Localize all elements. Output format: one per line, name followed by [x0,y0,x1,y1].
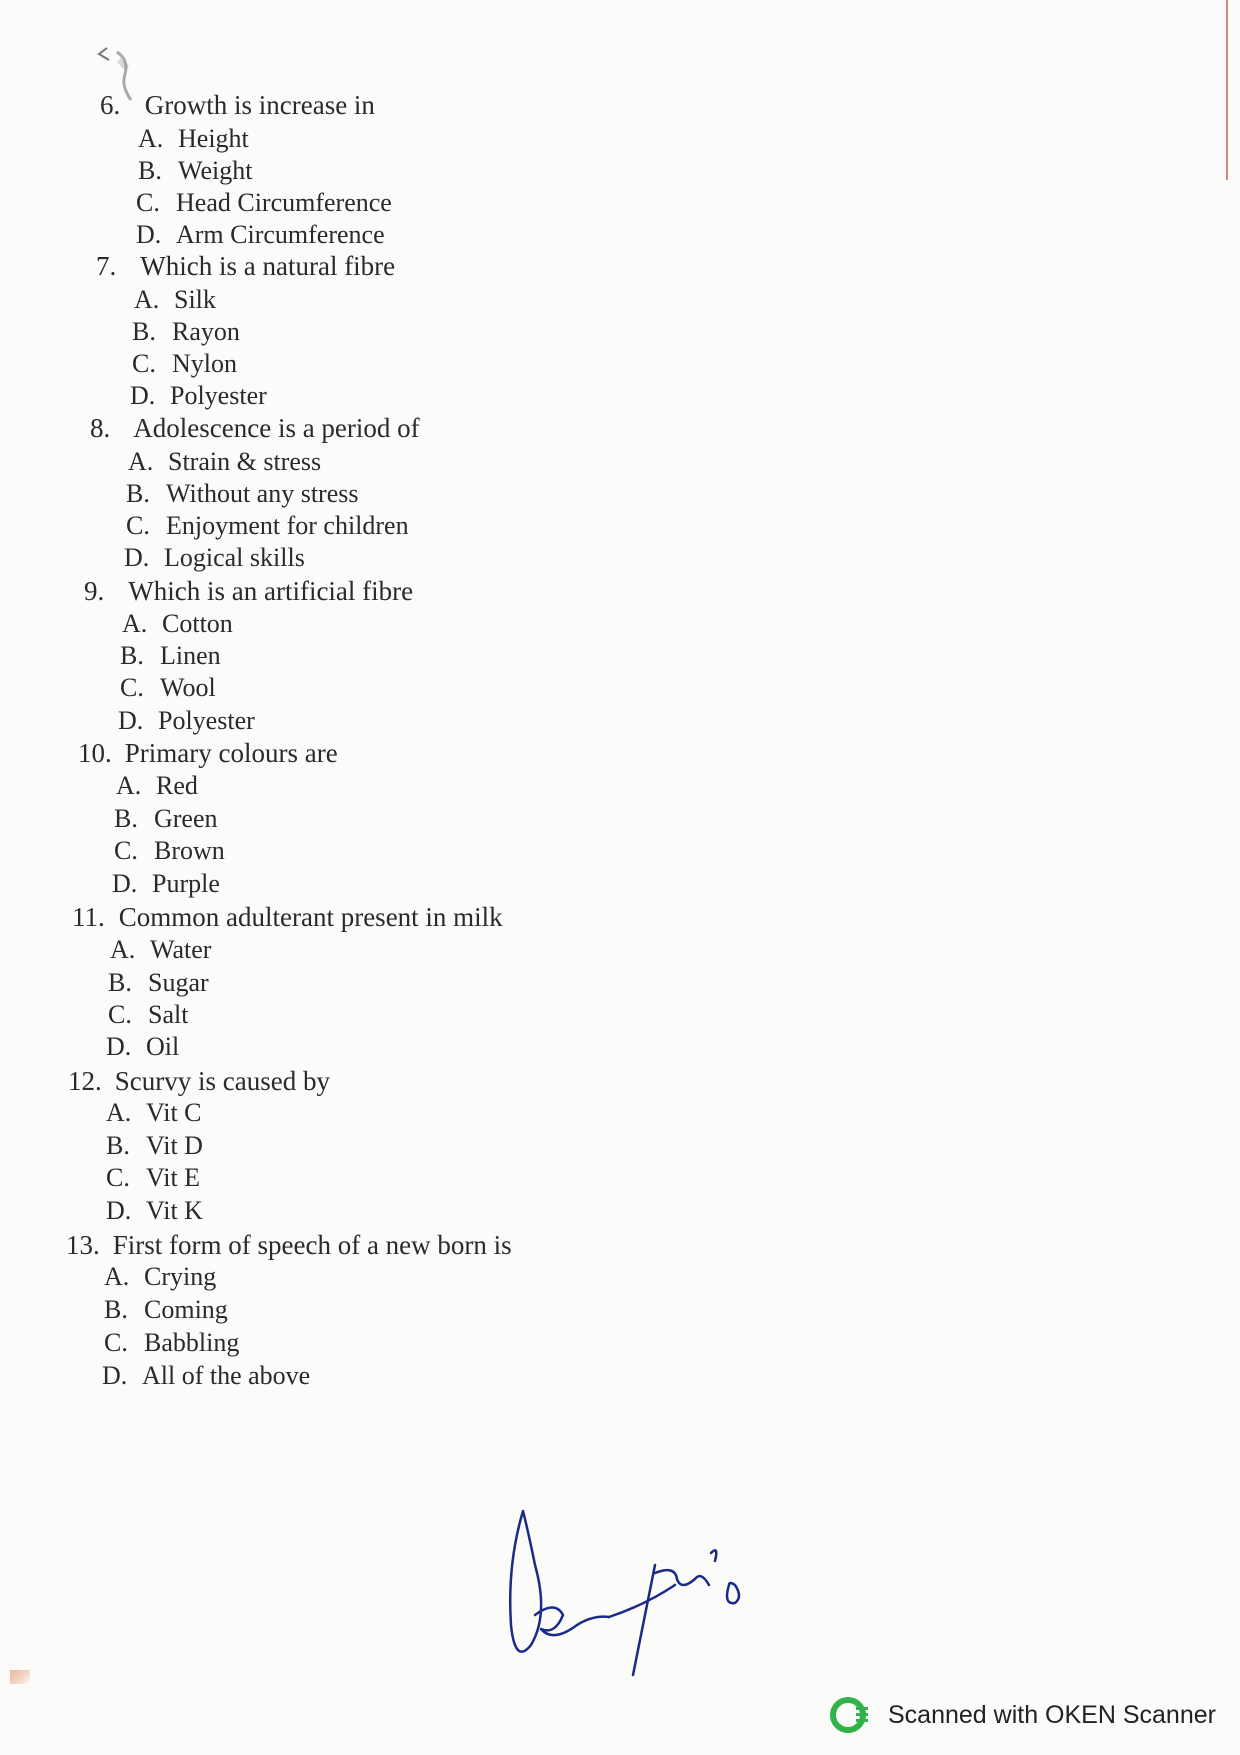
question-text: Growth is increase in [144,90,375,120]
option-text: Green [154,804,218,833]
option-letter: C. [132,349,156,378]
option-text: Cotton [162,609,233,638]
question-text: Common adulterant present in milk [118,902,503,932]
option-letter: A. [116,771,142,800]
question-number: 13. [66,1230,100,1260]
option-letter: B. [114,804,138,833]
option-6a [138,124,249,154]
question-number: 12. [68,1066,102,1096]
option-letter: A. [106,1098,132,1127]
question-12 [68,1066,330,1097]
question-text: Adolescence is a period of [133,413,420,443]
option-letter: B. [104,1295,128,1324]
option-letter: C. [114,836,138,865]
question-9 [84,576,413,607]
option-10d [112,869,220,899]
option-11a [110,935,211,965]
option-7d [130,381,267,411]
question-text: Primary colours are [124,738,338,768]
question-number: 8. [90,413,111,443]
option-letter: C. [104,1328,128,1357]
option-text: Silk [174,285,216,314]
option-letter: D. [130,381,156,410]
question-number: 11. [72,902,105,932]
option-text: Babbling [144,1328,240,1357]
question-7 [96,251,395,282]
option-text: Height [178,124,249,153]
option-text: Without any stress [166,479,359,508]
option-7b [132,317,240,347]
question-text: First form of speech of a new born is [112,1230,512,1260]
question-number: 10. [78,738,112,768]
option-letter: A. [110,935,136,964]
page-edge-line [1226,0,1228,180]
option-letter: D. [102,1361,128,1390]
option-6b [138,156,252,186]
option-6c [136,188,392,218]
option-letter: A. [134,285,160,314]
option-8b [126,479,359,509]
option-11c [108,1000,188,1030]
option-10b [114,804,218,834]
option-letter: C. [136,188,160,217]
question-number: 7. [96,251,117,281]
question-8 [90,413,420,444]
option-text: Polyester [158,706,255,735]
option-text: Strain & stress [168,447,322,476]
option-11b [108,968,209,998]
option-letter: C. [126,511,150,540]
option-letter: C. [106,1163,130,1192]
option-text: Vit K [146,1196,203,1225]
option-text: Purple [152,869,220,898]
option-text: Vit C [146,1098,202,1127]
option-text: Crying [144,1262,217,1291]
option-7a [134,285,216,315]
question-13 [66,1230,512,1261]
option-13d [102,1361,310,1391]
option-letter: A. [128,447,154,476]
question-6 [100,90,375,121]
option-13c [104,1328,239,1358]
question-11 [72,902,503,933]
option-text: Red [156,771,198,800]
handwritten-signature [505,1505,775,1685]
option-text: Head Circumference [176,188,392,217]
option-12c [106,1163,200,1193]
option-text: All of the above [142,1361,311,1390]
option-text: Nylon [172,349,237,378]
option-text: Linen [160,641,221,670]
option-text: Polyester [170,381,267,410]
option-13b [104,1295,228,1325]
option-text: Brown [154,836,225,865]
option-letter: B. [120,641,144,670]
option-9c [120,673,216,703]
option-text: Oil [146,1032,180,1061]
corner-mark [10,1670,30,1684]
option-letter: D. [106,1196,132,1225]
option-text: Weight [178,156,253,185]
question-number: 6. [100,90,121,120]
option-10a [116,771,198,801]
option-letter: B. [108,968,132,997]
question-number: 9. [84,576,105,606]
option-9b [120,641,221,671]
option-letter: A. [122,609,148,638]
option-8c [126,511,409,541]
option-text: Vit E [146,1163,201,1192]
option-text: Enjoyment for children [166,511,409,540]
option-13a [104,1262,216,1292]
option-8d [124,543,305,573]
option-6d [136,220,385,250]
option-letter: D. [136,220,162,249]
question-10 [78,738,338,769]
option-letter: D. [118,706,144,735]
option-text: Water [150,935,212,964]
option-text: Rayon [172,317,240,346]
option-letter: B. [138,156,162,185]
option-8a [128,447,321,477]
option-letter: D. [106,1032,132,1061]
question-text: Which is a natural fibre [140,251,396,281]
scanner-watermark [830,1695,1216,1735]
option-12a [106,1098,202,1128]
question-text: Scurvy is caused by [114,1066,330,1096]
question-text: Which is an artificial fibre [128,576,414,606]
scanner-watermark-text: Scanned with OKEN Scanner [888,1700,1216,1729]
option-7c [132,349,237,379]
option-text: Wool [160,673,216,702]
option-text: Vit D [146,1131,203,1160]
option-letter: B. [106,1131,130,1160]
option-text: Salt [148,1000,189,1029]
option-letter: A. [138,124,164,153]
option-9a [122,609,233,639]
option-letter: C. [120,673,144,702]
option-letter: C. [108,1000,132,1029]
option-10c [114,836,225,866]
option-letter: B. [126,479,150,508]
option-text: Coming [144,1295,228,1324]
option-12d [106,1196,203,1226]
option-11d [106,1032,179,1062]
option-text: Sugar [148,968,209,997]
option-letter: D. [124,543,150,572]
oken-scanner-logo-icon [830,1695,870,1735]
option-letter: A. [104,1262,130,1291]
option-9d [118,706,255,736]
option-text: Arm Circumference [176,220,385,249]
option-letter: D. [112,869,138,898]
option-letter: B. [132,317,156,346]
option-text: Logical skills [164,543,305,572]
option-12b [106,1131,203,1161]
